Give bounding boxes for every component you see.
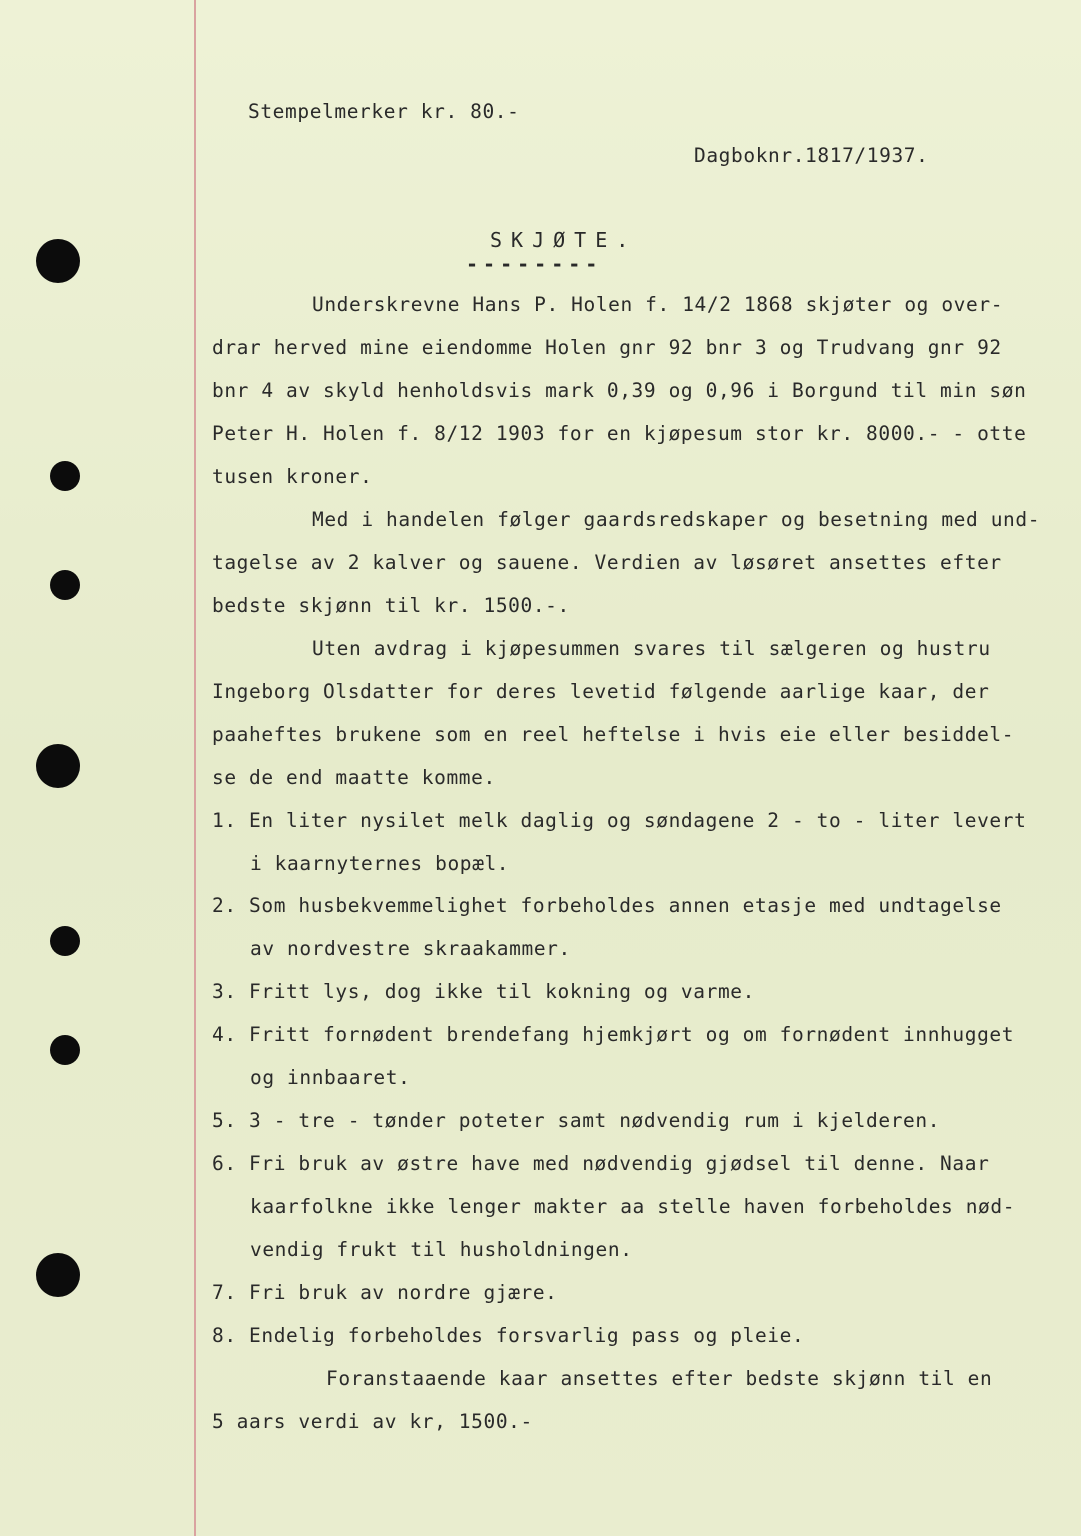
- body-line: Uten avdrag i kjøpesummen svares til sælgeren og hustru: [312, 637, 991, 660]
- list-item-6: 6. Fri bruk av østre have med nødvendig gjødsel til denne. Naar: [212, 1152, 990, 1175]
- list-item-1-cont: i kaarnyternes bopæl.: [250, 852, 510, 875]
- title-underline: --------: [466, 252, 603, 276]
- body-line: drar herved mine eiendomme Holen gnr 92 bnr 3 og Trudvang gnr 92: [212, 336, 1002, 359]
- list-item-2-cont: av nordvestre skraakammer.: [250, 937, 571, 960]
- margin-rule: [194, 0, 196, 1536]
- list-item-1: 1. En liter nysilet melk daglig og søndagene 2 - to - liter levert: [212, 809, 1027, 832]
- body-line: tusen kroner.: [212, 465, 373, 488]
- body-line: Foranstaaende kaar ansettes efter bedste skjønn til en: [326, 1367, 993, 1390]
- body-line: Ingeborg Olsdatter for deres levetid følgende aarlige kaar, der: [212, 680, 990, 703]
- body-line: bedste skjønn til kr. 1500.-.: [212, 594, 570, 617]
- stamp-duty-line: Stempelmerker kr. 80.-: [248, 100, 520, 123]
- list-item-5: 5. 3 - tre - tønder poteter samt nødvendig rum i kjelderen.: [212, 1109, 941, 1132]
- body-line: se de end maatte komme.: [212, 766, 496, 789]
- list-item-6-cont: vendig frukt til husholdningen.: [250, 1238, 633, 1261]
- body-line: paaheftes brukene som en reel heftelse i hvis eie eller besiddel-: [212, 723, 1015, 746]
- punch-hole: [36, 744, 80, 788]
- body-line: bnr 4 av skyld henholdsvis mark 0,39 og 0,96 i Borgund til min søn: [212, 379, 1027, 402]
- list-item-7: 7. Fri bruk av nordre gjære.: [212, 1281, 558, 1304]
- list-item-2: 2. Som husbekvemmelighet forbeholdes annen etasje med undtagelse: [212, 894, 1002, 917]
- punch-hole: [50, 461, 80, 491]
- list-item-6-cont: kaarfolkne ikke lenger makter aa stelle haven forbeholdes nød-: [250, 1195, 1016, 1218]
- list-item-3: 3. Fritt lys, dog ikke til kokning og varme.: [212, 980, 755, 1003]
- body-line: Underskrevne Hans P. Holen f. 14/2 1868 skjøter og over-: [312, 293, 1004, 316]
- body-line: 5 aars verdi av kr, 1500.-: [212, 1410, 533, 1433]
- body-line: tagelse av 2 kalver og sauene. Verdien av løsøret ansettes efter: [212, 551, 1002, 574]
- list-item-4-cont: og innbaaret.: [250, 1066, 411, 1089]
- punch-hole: [36, 239, 80, 283]
- punch-hole: [36, 1253, 80, 1297]
- journal-number: Dagboknr.1817/1937.: [694, 144, 929, 167]
- document-title: SKJØTE.: [490, 228, 638, 252]
- list-item-4: 4. Fritt fornødent brendefang hjemkjørt og om fornødent innhugget: [212, 1023, 1015, 1046]
- list-item-8: 8. Endelig forbeholdes forsvarlig pass og pleie.: [212, 1324, 805, 1347]
- punch-hole: [50, 1035, 80, 1065]
- body-line: Med i handelen følger gaardsredskaper og besetning med und-: [312, 508, 1041, 531]
- punch-hole: [50, 926, 80, 956]
- punch-hole: [50, 570, 80, 600]
- body-line: Peter H. Holen f. 8/12 1903 for en kjøpesum stor kr. 8000.- - otte: [212, 422, 1027, 445]
